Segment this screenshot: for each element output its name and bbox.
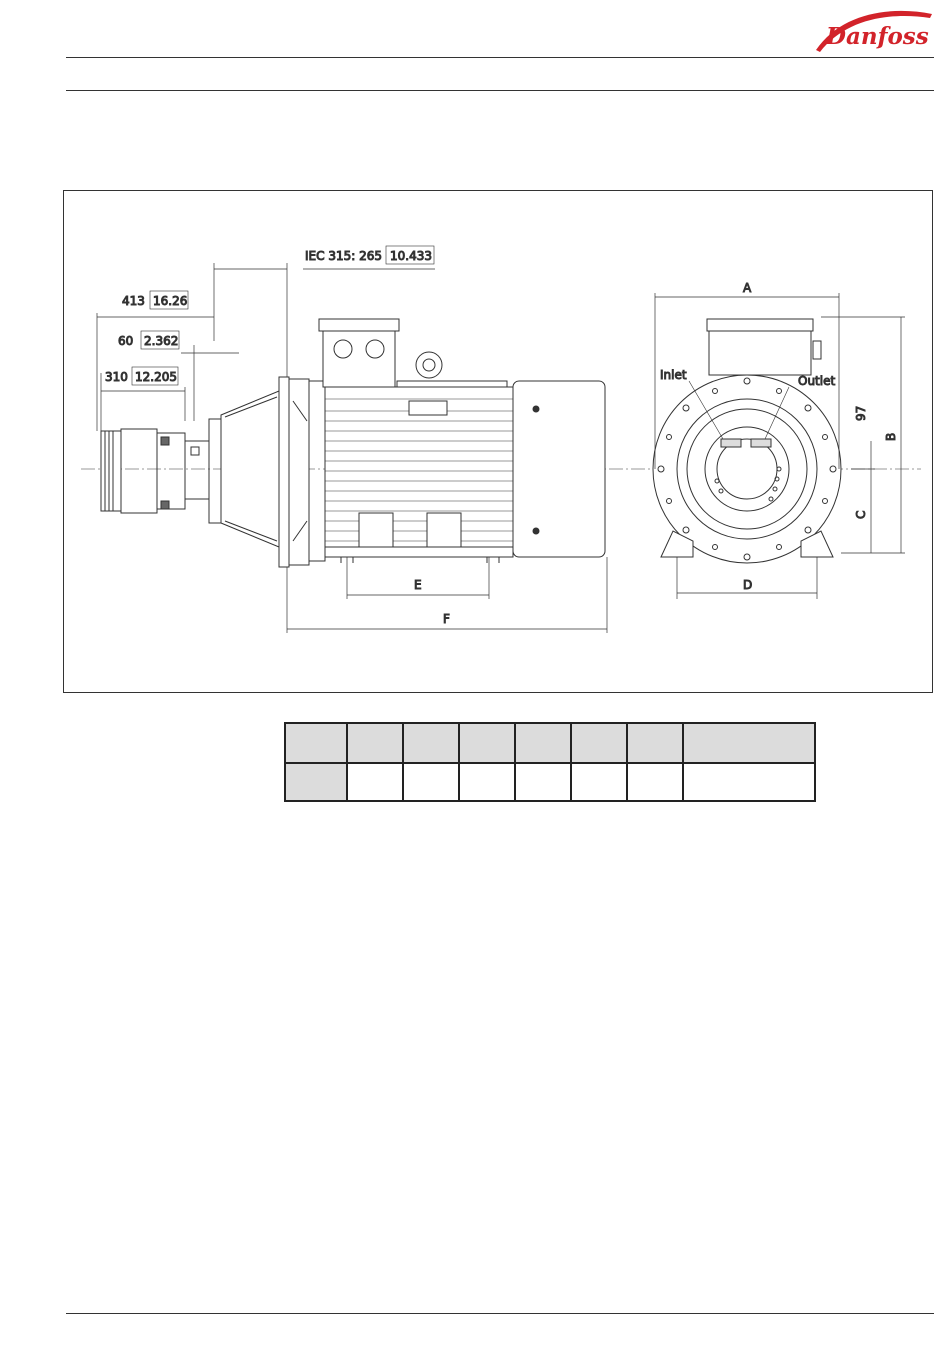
table-cell bbox=[347, 723, 403, 763]
header-rule-top bbox=[66, 57, 934, 58]
table-cell bbox=[571, 723, 627, 763]
danfoss-logo bbox=[812, 6, 934, 56]
table-cell bbox=[347, 763, 403, 801]
iec-inch: 10.433 bbox=[390, 249, 432, 263]
table-cell bbox=[459, 723, 515, 763]
dim-413-inch: 16.26 bbox=[153, 294, 188, 308]
dimension-table bbox=[284, 722, 816, 802]
label-f: F bbox=[443, 612, 450, 626]
iec-label: IEC 315: 265 bbox=[305, 249, 382, 263]
dim-310: 310 bbox=[105, 370, 128, 384]
table-cell bbox=[403, 723, 459, 763]
drawing-frame bbox=[63, 190, 933, 693]
table-cell bbox=[515, 723, 571, 763]
dim-413: 413 bbox=[122, 294, 145, 308]
table-cell bbox=[627, 763, 683, 801]
logo-text: Danfoss bbox=[826, 23, 929, 50]
label-b: B bbox=[884, 432, 898, 441]
label-97: 97 bbox=[854, 405, 868, 421]
dim-310-inch: 12.205 bbox=[135, 370, 177, 384]
table-row bbox=[285, 723, 815, 763]
label-a: A bbox=[743, 281, 752, 295]
table-cell bbox=[627, 723, 683, 763]
table-cell bbox=[683, 723, 815, 763]
table-row bbox=[285, 763, 815, 801]
header-rule-bottom bbox=[66, 90, 934, 91]
table-cell bbox=[285, 723, 347, 763]
label-d: D bbox=[743, 578, 753, 592]
table-cell bbox=[285, 763, 347, 801]
label-c: C bbox=[854, 510, 868, 519]
motor-dimension-drawing bbox=[64, 191, 932, 692]
dim-60: 60 bbox=[118, 334, 134, 348]
table-cell bbox=[683, 763, 815, 801]
table-cell bbox=[459, 763, 515, 801]
footer-rule bbox=[66, 1313, 934, 1314]
outlet-label: Outlet bbox=[798, 374, 836, 388]
inlet-label: Inlet bbox=[660, 368, 687, 382]
label-e: E bbox=[414, 578, 422, 592]
table-cell bbox=[403, 763, 459, 801]
dim-60-inch: 2.362 bbox=[144, 334, 179, 348]
table-cell bbox=[515, 763, 571, 801]
table-cell bbox=[571, 763, 627, 801]
